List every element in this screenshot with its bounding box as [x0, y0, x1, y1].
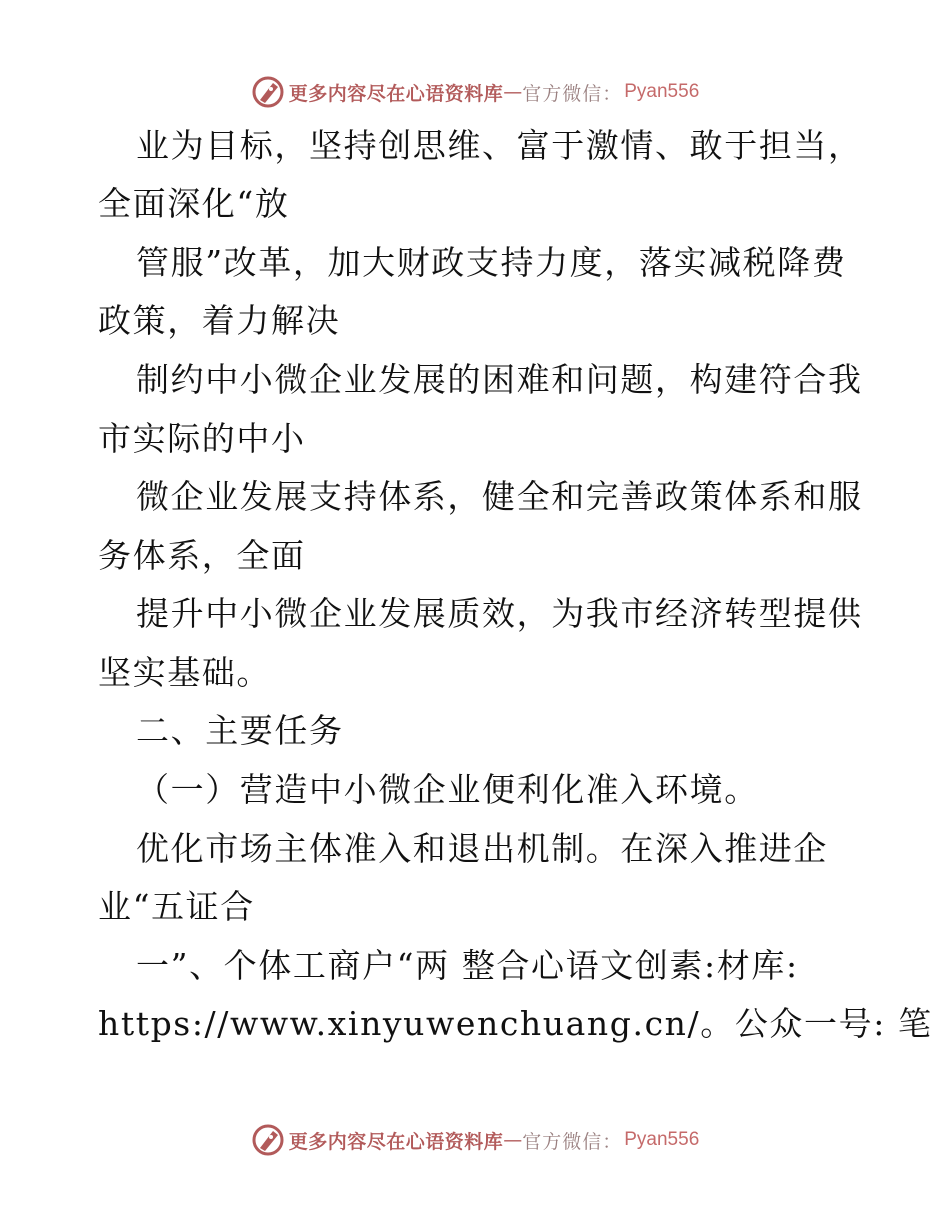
banner-wechat-label: 官方微信：	[522, 1130, 623, 1153]
footer-banner	[0, 1120, 950, 1160]
text-line: 管服”改革，加大财政支持力度，落实减税降费	[136, 243, 847, 282]
text-line: 微企业发展支持体系，健全和完善政策体系和服	[136, 477, 863, 516]
banner-site-text: 更多内容尽在心语资料库	[288, 82, 504, 105]
text-line: 坚实基础。	[98, 653, 271, 692]
header-banner	[0, 72, 950, 112]
text-line: 优化市场主体准入和退出机制。在深入推进企	[136, 829, 828, 868]
banner-wechat-id: Pyan556	[624, 1129, 700, 1150]
pen-nib-circle-icon	[251, 75, 285, 109]
banner-site-text: 更多内容尽在心语资料库	[288, 1130, 504, 1153]
text-line: 业为目标，坚持创思维、富于激情、敢于担当，	[136, 126, 863, 165]
banner-wechat-label: 官方微信：	[522, 82, 623, 105]
text-line: 一”、个体工商户“两 整合心语文创素:材库:	[136, 946, 799, 985]
text-line: 制约中小微企业发展的困难和问题，构建符合我	[136, 360, 863, 399]
text-line: 提升中小微企业发展质效，为我市经济转型提供	[136, 594, 863, 633]
text-line: 业“五证合	[98, 887, 255, 926]
text-line: 市实际的中小	[98, 419, 306, 458]
banner-separator: —	[503, 1129, 523, 1151]
text-line: 政策，着力解决	[98, 301, 341, 340]
subsection-heading: （一）营造中小微企业便利化准入环境。	[136, 770, 759, 809]
pen-nib-circle-icon	[251, 1123, 285, 1157]
banner-separator: —	[503, 81, 523, 103]
text-line: https://www.xinyuwenchuang.cn/。公众一号: 笔	[98, 1004, 933, 1043]
text-line: 全面深化“放	[98, 184, 290, 223]
banner-wechat-id: Pyan556	[624, 81, 700, 102]
text-line: 务体系，全面	[98, 536, 306, 575]
section-heading: 二、主要任务	[136, 711, 344, 750]
